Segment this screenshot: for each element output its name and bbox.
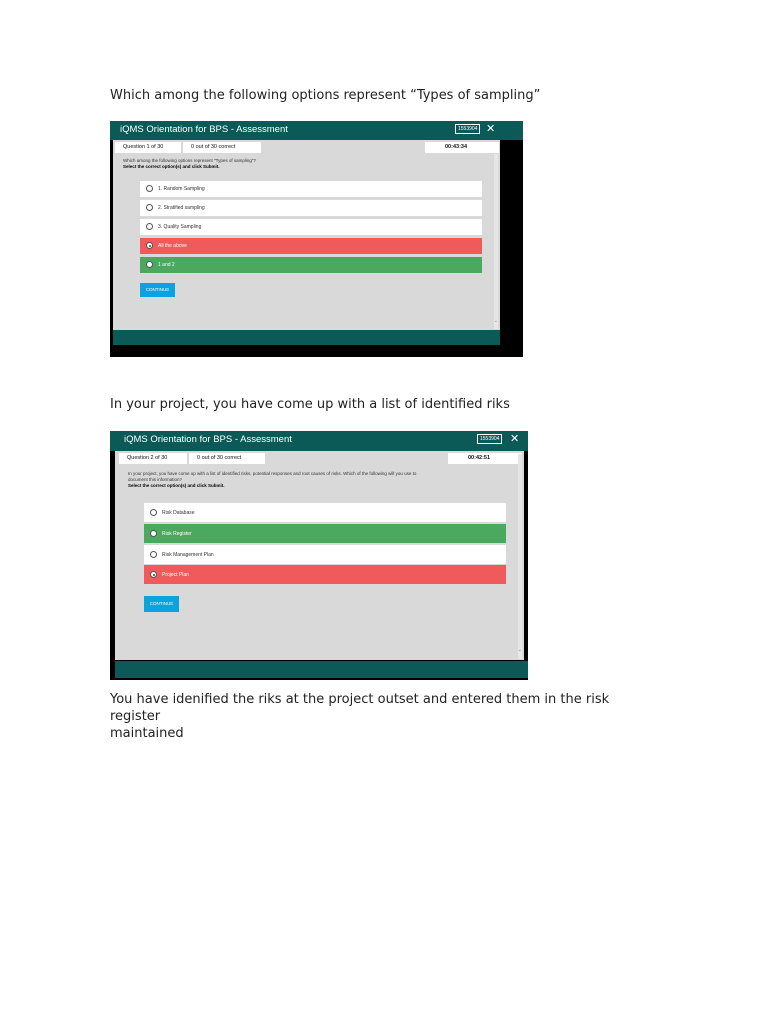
assessment-title: iQMS Orientation for BPS - Assessment	[120, 124, 288, 135]
question-counter: Question 2 of 30	[119, 453, 187, 464]
continue-button[interactable]: CONTINUE	[144, 596, 179, 612]
option-random-sampling[interactable]	[140, 181, 482, 198]
assessment-titlebar	[110, 121, 523, 140]
doc-paragraph-2: In your project, you have come up with a list of identified riks	[110, 397, 510, 412]
close-icon[interactable]: ✕	[510, 433, 520, 445]
option-stratified-sampling[interactable]	[140, 200, 482, 217]
continue-button[interactable]: CONTINUE	[140, 283, 175, 297]
question-panel	[113, 140, 500, 330]
option-label: 3. Quality Sampling	[158, 224, 202, 230]
score-display: 0 out of 30 correct	[189, 453, 265, 464]
option-label: Risk Management Plan	[162, 552, 214, 558]
option-quality-sampling[interactable]	[140, 219, 482, 236]
option-risk-database[interactable]	[144, 503, 506, 523]
option-risk-register[interactable]	[144, 524, 506, 544]
question-panel	[115, 451, 524, 660]
close-icon[interactable]: ✕	[486, 123, 496, 135]
assessment-screenshot-2	[110, 431, 528, 680]
radio-icon	[146, 204, 153, 211]
instruction-text: Select the correct option(s) and click Submit.	[123, 164, 220, 169]
user-id-badge: 1553904	[455, 124, 480, 134]
assessment-footer	[113, 330, 500, 345]
assessment-screenshot-1	[110, 121, 523, 357]
timer-display: 00:42:51	[448, 453, 522, 464]
scroll-down-icon[interactable]: ⌄	[517, 647, 522, 653]
doc-paragraph-3	[110, 691, 630, 742]
doc-paragraph-3-line: maintained	[110, 726, 184, 741]
option-label: All the above	[158, 243, 187, 249]
scroll-down-icon[interactable]: ⌄	[493, 318, 498, 324]
question-text	[123, 158, 483, 170]
instruction-text: Select the correct option(s) and click Submit.	[128, 483, 225, 488]
doc-paragraph-3-line: You have idenified the riks at the project outset and entered them in the risk register	[110, 692, 610, 724]
doc-paragraph-1: Which among the following options represent “Types of sampling”	[110, 88, 541, 103]
option-risk-management-plan[interactable]	[144, 545, 506, 565]
user-id-badge: 1553904	[477, 434, 502, 444]
radio-icon	[150, 551, 157, 558]
assessment-titlebar	[110, 431, 528, 451]
option-all-the-above[interactable]	[140, 238, 482, 255]
question-line: In your project, you have come up with a list of identified risks, potential responses and root causes of risks. Which of the following will you use to	[128, 471, 417, 476]
score-display: 0 out of 30 correct	[183, 142, 261, 153]
question-line: Which among the following options represent "Types of sampling"?	[123, 158, 257, 163]
radio-checked-icon	[146, 242, 153, 249]
timer-display: 00:43:34	[425, 142, 499, 153]
option-1-and-2[interactable]	[140, 257, 482, 274]
option-label: Risk Register	[162, 531, 192, 537]
radio-icon	[146, 261, 153, 268]
option-label: 2. Stratified sampling	[158, 205, 205, 211]
option-label: Risk Database	[162, 510, 195, 516]
option-label: 1. Random Sampling	[158, 186, 205, 192]
option-label: 1 and 2	[158, 262, 175, 268]
question-line: document this information?	[128, 477, 183, 482]
assessment-footer	[115, 661, 528, 678]
question-text	[128, 471, 518, 489]
option-project-plan[interactable]	[144, 565, 506, 585]
question-counter: Question 1 of 30	[115, 142, 181, 153]
scrollbar[interactable]	[518, 454, 522, 659]
radio-checked-icon	[150, 571, 157, 578]
radio-icon	[150, 509, 157, 516]
radio-icon	[146, 185, 153, 192]
option-label: Project Plan	[162, 572, 189, 578]
radio-icon	[150, 530, 157, 537]
assessment-title: iQMS Orientation for BPS - Assessment	[124, 434, 292, 445]
scrollbar[interactable]	[494, 154, 498, 329]
radio-icon	[146, 223, 153, 230]
